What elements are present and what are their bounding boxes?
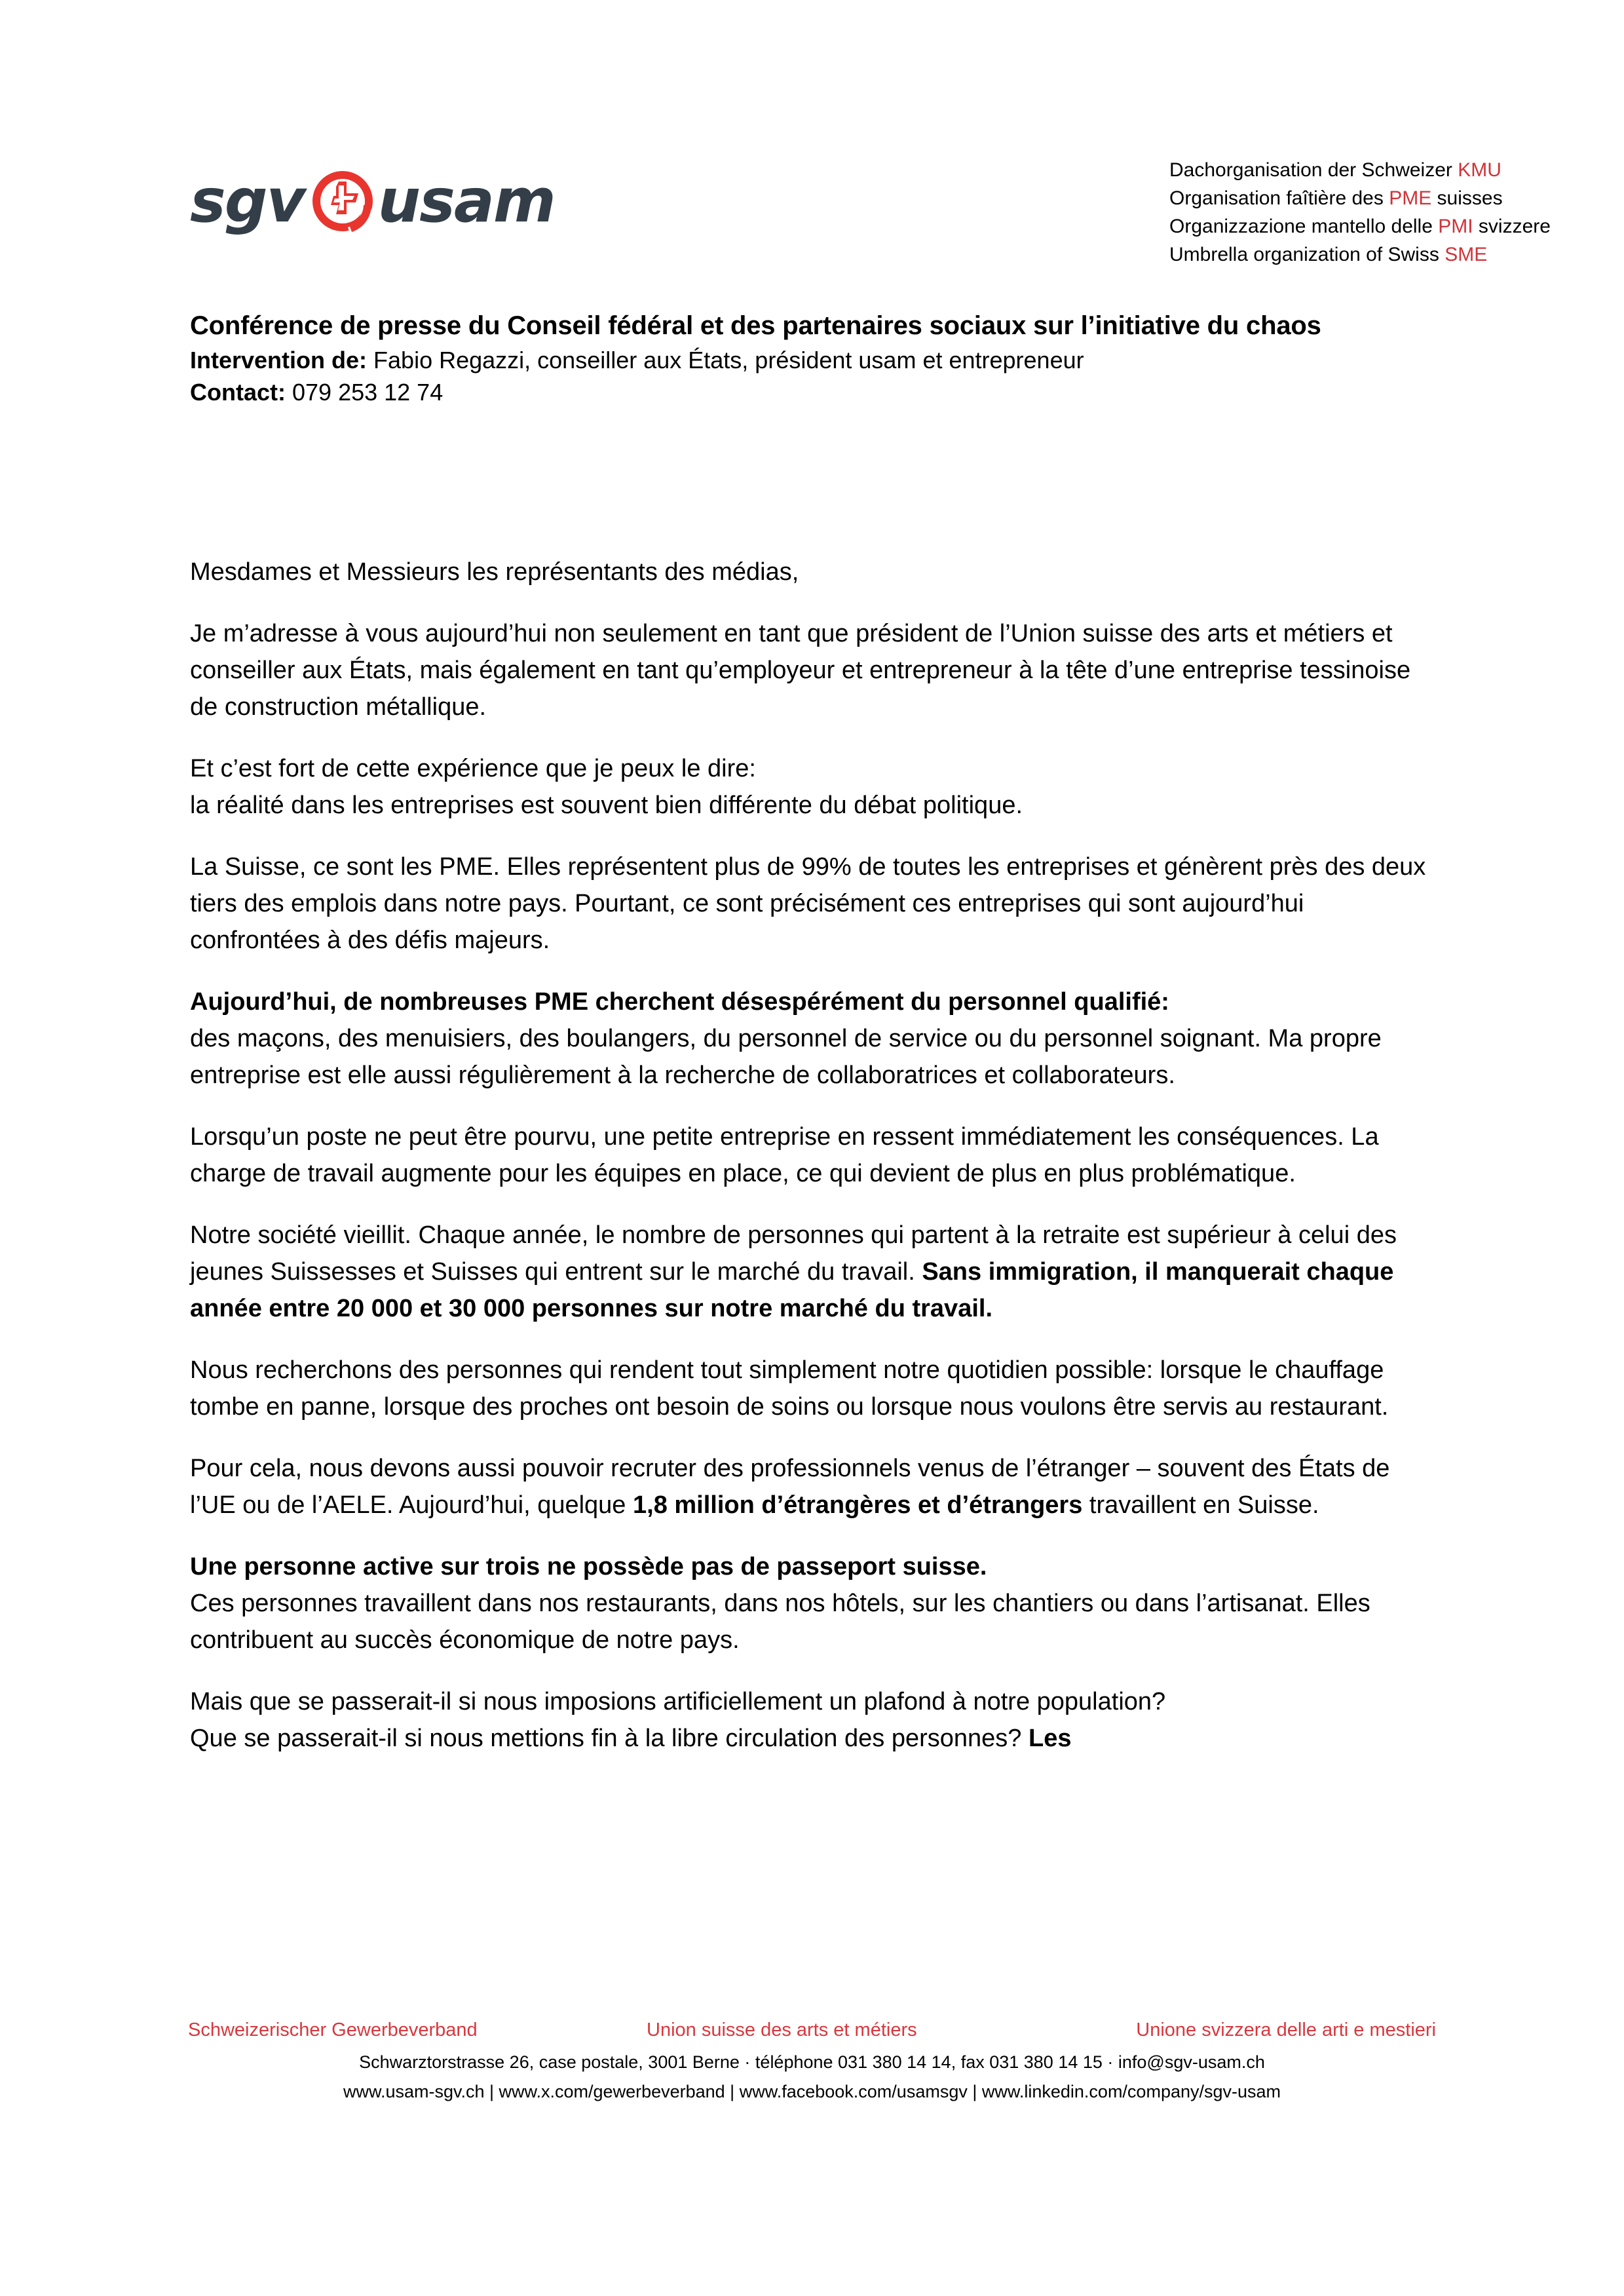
tagline-it-highlight: PMI <box>1438 216 1473 237</box>
title-block <box>190 308 1435 408</box>
paragraph-8-bold: 1,8 million d’étrangères et d’étrangers <box>633 1491 1083 1519</box>
footer-name-de: Schweizerischer Gewerbeverband <box>188 2019 478 2040</box>
page-header <box>190 156 1551 267</box>
paragraph-9-lead: Une personne active sur trois ne possède pas de passeport suisse. <box>190 1553 987 1580</box>
paragraph-10-line-2-normal: Que se passerait-il si nous mettions fin à la libre circulation des personnes? <box>190 1725 1029 1752</box>
paragraph-9 <box>190 1548 1438 1658</box>
tagline-en-prefix: Umbrella organization of Swiss <box>1169 244 1445 265</box>
paragraph-6 <box>190 1217 1438 1327</box>
paragraph-1: Je m’adresse à vous aujourd’hui non seulement en tant que président de l’Union suisse des arts et métiers et conseiller aux États, mais également en tant qu’employeur et entrepreneur à la tête d’une entreprise tessinoise de construction métallique. <box>190 620 1411 721</box>
tagline-it-suffix: svizzere <box>1473 216 1551 237</box>
organization-taglines <box>1169 156 1551 269</box>
tagline-it-prefix: Organizzazione mantello delle <box>1169 216 1439 237</box>
paragraph-4 <box>190 984 1438 1094</box>
tagline-it <box>1169 212 1551 240</box>
paragraph-4-lead: Aujourd’hui, de nombreuses PME cherchent désespérément du personnel qualifié: <box>190 988 1169 1016</box>
usam-cross-emblem-icon <box>309 167 377 235</box>
tagline-de-highlight: KMU <box>1458 159 1501 181</box>
tagline-en <box>1169 240 1551 269</box>
footer-name-fr: Union suisse des arts et métiers <box>647 2019 917 2040</box>
contact-value: 079 253 12 74 <box>286 379 444 406</box>
paragraph-6-bold: Sans immigration, il manquerait chaque année entre 20 000 et 30 000 personnes sur notre marché du travail. <box>190 1258 1394 1322</box>
tagline-en-highlight: SME <box>1445 244 1488 265</box>
tagline-fr <box>1169 184 1551 212</box>
logo-text-usam: usam <box>377 166 555 236</box>
page-title: Conférence de presse du Conseil fédéral et des partenaires sociaux sur l’initiative du chaos <box>190 311 1321 340</box>
paragraph-8-normal-a: Pour cela, nous devons aussi pouvoir recruter des professionnels venus de l’étranger – souvent des États de l’UE ou de l’AELE. Aujourd’hui, quelque <box>190 1455 1390 1519</box>
paragraph-2-line-1: Et c’est fort de cette expérience que je peux le dire: <box>190 755 756 782</box>
paragraph-10-line-1: Mais que se passerait-il si nous imposions artificiellement un plafond à notre population? <box>190 1688 1166 1715</box>
contact-label: Contact: <box>190 379 286 406</box>
paragraph-9-rest: Ces personnes travaillent dans nos restaurants, dans nos hôtels, sur les chantiers ou dans l’artisanat. Elles contribuent au succès économique de notre pays. <box>190 1590 1370 1654</box>
usam-logo <box>190 165 555 237</box>
tagline-de-prefix: Dachorganisation der Schweizer <box>1169 159 1458 181</box>
paragraph-4-rest: des maçons, des menuisiers, des boulangers, du personnel de service ou du personnel soignant. Ma propre entreprise est elle aussi régulièrement à la recherche de collaboratrices et collaborateurs. <box>190 1025 1382 1089</box>
tagline-fr-highlight: PME <box>1389 187 1432 209</box>
tagline-de <box>1169 156 1551 184</box>
logo-text-sgv: sgv <box>190 166 305 236</box>
speaker-line <box>190 344 1435 376</box>
paragraph-8 <box>190 1450 1438 1523</box>
paragraph-2-line-2: la réalité dans les entreprises est souvent bien différente du débat politique. <box>190 792 1023 819</box>
paragraph-6-normal: Notre société vieillit. Chaque année, le nombre de personnes qui partent à la retraite est supérieur à celui des jeunes Suissesses et Suisses qui entrent sur le marché du travail. <box>190 1221 1397 1286</box>
paragraph-3: La Suisse, ce sont les PME. Elles représentent plus de 99% de toutes les entreprises et génèrent près des deux tiers des emplois dans notre pays. Pourtant, ce sont précisément ces entreprises qui sont aujourd’hui confrontées à des défis majeurs. <box>190 853 1426 954</box>
paragraph-8-normal-b: travaillent en Suisse. <box>1082 1491 1319 1519</box>
footer-organization-names <box>188 2017 1436 2043</box>
paragraph-7: Nous recherchons des personnes qui rendent tout simplement notre quotidien possible: lorsque le chauffage tombe en panne, lorsque des proches ont besoin de soins ou lorsque nous voulons être servis au restaurant. <box>190 1356 1389 1421</box>
footer-links: www.usam-sgv.ch | www.x.com/gewerbeverband | www.facebook.com/usamsgv | www.linkedin.com/company/sgv-usam <box>343 2082 1281 2101</box>
paragraph-2 <box>190 750 1438 824</box>
footer-name-it: Unione svizzera delle arti e mestieri <box>1136 2019 1436 2040</box>
page-footer <box>0 2017 1624 2106</box>
speaker-value: Fabio Regazzi, conseiller aux États, président usam et entrepreneur <box>367 347 1084 373</box>
paragraph-salutation: Mesdames et Messieurs les représentants des médias, <box>190 558 799 586</box>
tagline-fr-suffix: suisses <box>1431 187 1503 209</box>
paragraph-10-line-2-bold: Les <box>1028 1725 1072 1752</box>
paragraph-5: Lorsqu’un poste ne peut être pourvu, une petite entreprise en ressent immédiatement les conséquences. La charge de travail augmente pour les équipes en place, ce qui devient de plus en plus problématique. <box>190 1123 1379 1187</box>
footer-address: Schwarztorstrasse 26, case postale, 3001 Berne · téléphone 031 380 14 14, fax 031 380 14 15 · info@sgv-usam.ch <box>359 2052 1265 2072</box>
speech-body <box>190 554 1438 1782</box>
contact-line <box>190 376 1435 408</box>
speaker-label: Intervention de: <box>190 347 368 373</box>
paragraph-10 <box>190 1683 1438 1757</box>
tagline-fr-prefix: Organisation faîtière des <box>1169 187 1389 209</box>
